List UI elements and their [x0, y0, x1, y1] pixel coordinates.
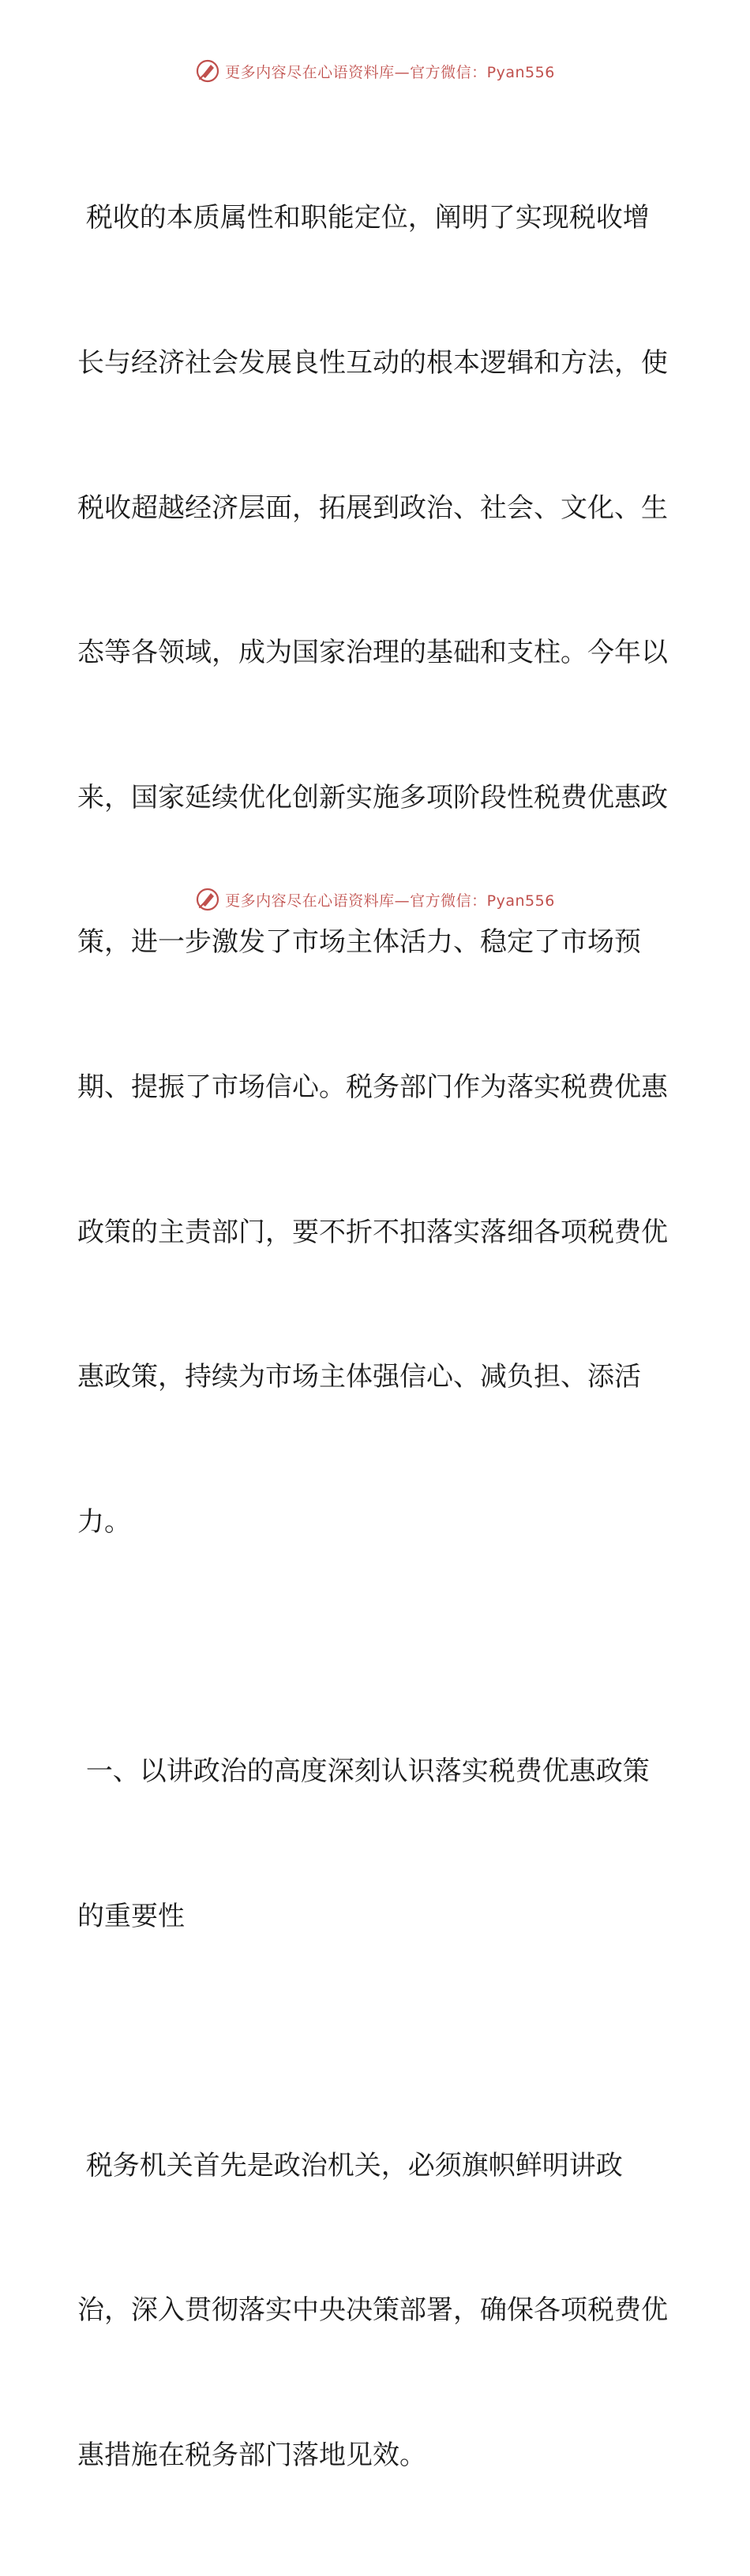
- footer-banner: [0, 884, 750, 915]
- stamp-logo-icon: [195, 58, 220, 84]
- text-line: 长与经济社会发展良性互动的根本逻辑和方法，使: [77, 347, 668, 379]
- section-heading: [77, 1651, 677, 2038]
- text-line: 态等各领域，成为国家治理的基础和支柱。今年以: [77, 637, 668, 669]
- stamp-logo-icon: [195, 887, 220, 912]
- text-line: 政策的主责部门，要不折不扣落实落细各项税费优: [77, 1216, 668, 1248]
- paragraph-section-one: [77, 2045, 677, 2576]
- text-line: 税务机关首先是政治机关，必须旗帜鲜明讲政: [77, 2149, 623, 2182]
- text-line: 治，深入贯彻落实中央决策部署，确保各项税费优: [77, 2294, 668, 2327]
- text-line: 税收的本质属性和职能定位，阐明了实现税收增: [77, 202, 650, 234]
- text-line: 惠措施在税务部门落地见效。: [77, 2439, 426, 2471]
- text-line: 一、以讲政治的高度深刻认识落实税费优惠政策: [77, 1755, 650, 1787]
- paragraph-intro: [77, 98, 677, 1643]
- text-line: 期、提振了市场信心。税务部门作为落实税费优惠: [77, 1071, 668, 1104]
- text-line: 的重要性: [77, 1900, 185, 1932]
- header-banner: [0, 55, 750, 87]
- text-line: 税收超越经济层面，拓展到政治、社会、文化、生: [77, 492, 668, 524]
- text-line: 来，国家延续优化创新实施多项阶段性税费优惠政: [77, 781, 668, 813]
- header-banner-text: 更多内容尽在心语资料库—官方微信：Pyan556: [225, 63, 555, 81]
- text-line: 力。: [77, 1505, 131, 1538]
- footer-banner-text: 更多内容尽在心语资料库—官方微信：Pyan556: [225, 892, 555, 910]
- text-line: 策，进一步激发了市场主体活力、稳定了市场预: [77, 926, 641, 959]
- document-body: [77, 98, 677, 2576]
- text-line: 惠政策，持续为市场主体强信心、减负担、添活: [77, 1361, 641, 1393]
